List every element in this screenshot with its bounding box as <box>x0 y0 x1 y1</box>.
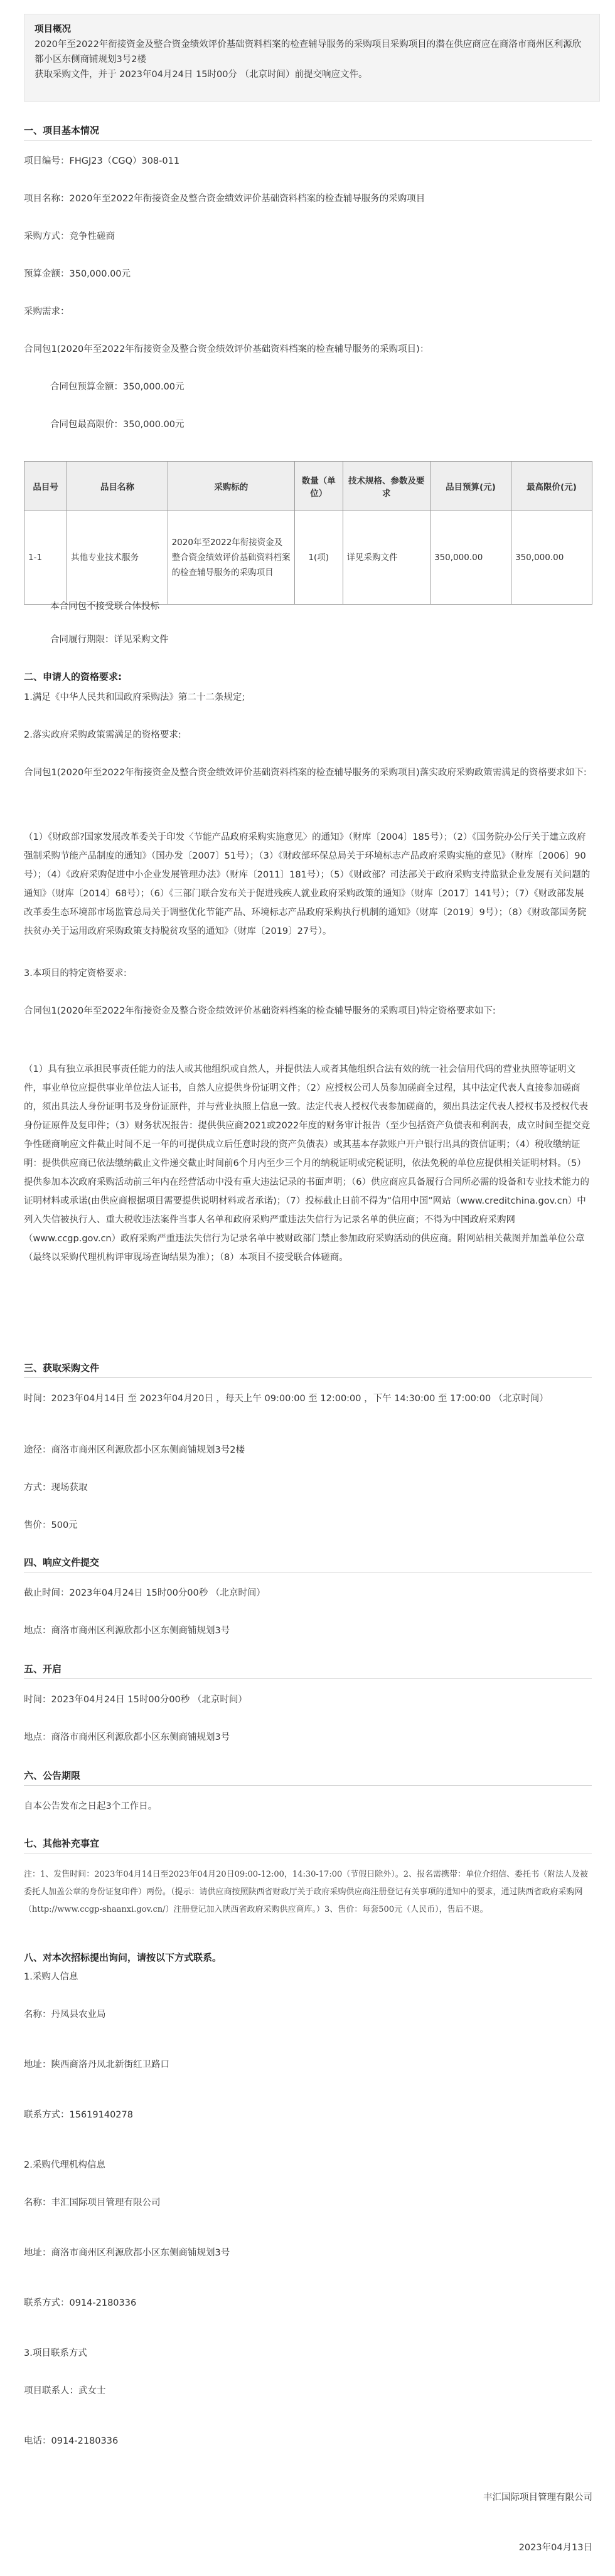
requirement-3-lot: 合同包1(2020年至2022年衔接资金及整合资金绩效评价基础资料档案的检查辅导服务的采购项目)特定资格要求如下: <box>24 1006 496 1016</box>
cell-item-no: 1-1 <box>24 511 67 605</box>
project-overview-box <box>24 14 600 102</box>
col-item-name: 品目名称 <box>67 462 168 511</box>
items-table-header <box>24 462 592 511</box>
acquire-way: 方式：现场获取 <box>24 1483 88 1493</box>
contact-person: 项目联系人：武女士 <box>24 2386 106 2396</box>
project-number: 项目编号：FHGJ23（CGQ）308-011 <box>24 156 180 166</box>
open-place: 地点：商洛市商州区利源欣都小区东侧商铺规划3号 <box>24 1732 230 1742</box>
requirement-3: 3.本项目的特定资格要求: <box>24 968 127 978</box>
project-name: 项目名称：2020年至2022年衔接资金及整合资金绩效评价基础资料档案的检查辅导服务的采购项目 <box>24 194 425 204</box>
requirement-2-lot: 合同包1(2020年至2022年衔接资金及整合资金绩效评价基础资料档案的检查辅导服务的采购项目)落实政府采购政策需满足的资格要求如下: <box>24 768 587 778</box>
col-spec: 技术规格、参数及要求 <box>343 462 430 511</box>
special-requirements: （1）具有独立承担民事责任能力的法人或其他组织或自然人，并提供法人或者其他组织合法有效的统一社会信用代码的营业执照等证明文件，事业单位应提供事业单位法人证书，自然人应提供身份证明文件；（2）应授权公司人员参加磋商全过程，其中法定代表人直接参加磋商的，须出具法人身份证明书及身份证原件，并与营业执照上信息一致。法定代表人授权代表参加磋商的，须出具法定代表人授权书及授权代表身份证原件及复印件；（3）财务状况报告：提供供应商2021或2022年度的财务审计报告（至少包括资产负债表和利润表，成立时间至提交竞争性磋商响应文件截止时间不足一年的可提供成立后任意时段的资产负债表）或其基本存款账户开户银行出具的资信证明；（4）税收缴纳证明：提供供应商已依法缴纳截止文件递交截止时间前6个月内至少三个月的纳税证明或完税证明，依法免税的单位应提供相关证明材料。（5）提供参加本次政府采购活动前三年内在经营活动中没有重大违法记录的书面声明；（6）供应商应具备履行合同所必需的设备和专业技术能力的证明材料或承诺(由供应商根据项目需要提供说明材料或者承诺)；（7）投标截止日前不得为“信用中国”网站（www.creditchina.gov.cn）中列入失信被执行人、重大税收违法案件当事人名单和政府采购严重违法失信行为记录名单的供应商；不得为中国政府采购网（www.ccgp.gov.cn）政府采购严重违法失信行为记录名单中被财政部门禁止参加政府采购活动的供应商。附网站相关截图并加盖单位公章（最终以采购代理机构评审现场查询结果为准）；（8）本项目不接受联合体磋商。 <box>24 1064 591 1263</box>
procurement-method: 采购方式：竞争性磋商 <box>24 231 115 241</box>
section-divider <box>24 1678 592 1679</box>
buyer-phone: 联系方式：15619140278 <box>24 2110 133 2120</box>
section-divider <box>24 1785 592 1786</box>
budget-amount: 预算金额：350,000.00元 <box>24 269 131 279</box>
cell-budget: 350,000.00 <box>430 511 511 605</box>
buyer-name: 名称：丹凤县农业局 <box>24 2010 106 2020</box>
col-budget: 品目预算(元) <box>430 462 511 511</box>
supplementary-notes: 注：1、发售时间：2023年04月14日至2023年04月20日09:00-12:00，14:30-17:00（节假日除外）。2、报名需携带：单位介绍信、委托书（附法人及被委托人加盖公章的身份证复印件）两份。（提示：请供应商按照陕西省财政厅关于政府采购供应商注册登记有关事项的通知中的要求，通过陕西省政府采购网（http://www.ccgp-shaanxi.gov.cn/）注册登记加入陕西省政府采购供应商库。）3、售价：每套500元（人民币），售后不退。 <box>24 1870 589 1914</box>
contact-phone: 电话：0914-2180336 <box>24 2436 119 2446</box>
overview-line-2: 获取采购文件，并于 2023年04月24日 15时00分 （北京时间）前提交响应文件。 <box>35 70 368 80</box>
agency-title: 2.采购代理机构信息 <box>24 2160 105 2170</box>
procurement-demand: 采购需求： <box>24 307 70 317</box>
submit-place: 地点：商洛市商州区利源欣都小区东侧商铺规划3号 <box>24 1626 230 1636</box>
buyer-address: 地址：陕西商洛丹凤北新街红卫路口 <box>24 2060 169 2070</box>
cell-subject: 2020年至2022年衔接资金及整合资金绩效评价基础资料档案的检查辅导服务的采购项目 <box>168 511 294 605</box>
overview-line-1: 2020年至2022年衔接资金及整合资金绩效评价基础资料档案的检查辅导服务的采购项目采购项目的潜在供应商应在商洛市商州区利源欣都小区东侧商铺规划3号2楼 <box>35 40 582 65</box>
no-consortium-note: 本合同包不接受联合体投标 <box>50 602 159 612</box>
open-time: 时间：2023年04月24日 15时00分00秒 （北京时间） <box>24 1695 247 1705</box>
table-row <box>24 511 592 605</box>
col-max-price: 最高限价(元) <box>511 462 592 511</box>
policy-requirements: （1）《财政部?国家发展改革委关于印发〈节能产品政府采购实施意见〉的通知》（财库〔2004〕185号）；（2）《国务院办公厅关于建立政府强制采购节能产品制度的通知》（国办发〔2007〕51号）；（3）《财政部环保总局关于环境标志产品政府采购实施的意见》（财库〔2006〕90号）；（4）《政府采购促进中小企业发展管理办法》（财库〔2011〕181号）；（5）《财政部？司法部关于政府采购支持监狱企业发展有关问题的通知》（财库〔2014〕68号）；（6）《三部门联合发布关于促进残疾人就业政府采购政策的通知》（财库〔2017〕141号）；（7）《财政部发展改革委生态环境部市场监管总局关于调整优化节能产品、环境标志产品政府采购执行机制的通知》（财库〔2019〕9号）；（8）《财政部国务院扶贫办关于运用政府采购政策支持脱贫攻坚的通知》（财库〔2019〕27号）。 <box>24 832 591 936</box>
requirement-2: 2.落实政府采购政策需满足的资格要求: <box>24 730 181 740</box>
items-table <box>24 461 592 605</box>
lot-budget: 合同包预算金额：350,000.00元 <box>50 382 184 392</box>
footer-date: 2023年04月13日 <box>518 2543 592 2553</box>
contract-period: 合同履行期限：详见采购文件 <box>50 635 169 645</box>
section-5-heading: 五、开启 <box>24 1663 62 1675</box>
agency-address: 地址：商洛市商州区利源欣都小区东侧商铺规划3号 <box>24 2248 230 2258</box>
col-subject: 采购标的 <box>168 462 294 511</box>
document-price: 售价：500元 <box>24 1520 78 1530</box>
agency-phone: 联系方式：0914-2180336 <box>24 2298 137 2308</box>
footer-organization: 丰汇国际项目管理有限公司 <box>483 2493 592 2503</box>
submit-deadline: 截止时间：2023年04月24日 15时00分00秒 （北京时间） <box>24 1588 265 1598</box>
requirement-1: 1.满足《中华人民共和国政府采购法》第二十二条规定; <box>24 692 245 702</box>
lot-max-price: 合同包最高限价：350,000.00元 <box>50 420 184 430</box>
overview-title: 项目概况 <box>35 24 71 34</box>
cell-max-price: 350,000.00 <box>511 511 592 605</box>
section-3-heading: 三、获取采购文件 <box>24 1362 100 1374</box>
buyer-title: 1.采购人信息 <box>24 1972 78 1982</box>
notice-period: 自本公告发布之日起3个工作日。 <box>24 1801 158 1811</box>
section-6-heading: 六、公告期限 <box>24 1770 81 1781</box>
col-quantity: 数量（单位） <box>294 462 343 511</box>
col-item-no: 品目号 <box>24 462 67 511</box>
cell-quantity: 1(项) <box>294 511 343 605</box>
acquire-route: 途径：商洛市商州区利源欣都小区东侧商铺规划3号2楼 <box>24 1445 245 1455</box>
section-1-heading: 一、项目基本情况 <box>24 125 100 136</box>
cell-item-name: 其他专业技术服务 <box>67 511 168 605</box>
contact-title: 3.项目联系方式 <box>24 2348 87 2358</box>
section-4-heading: 四、响应文件提交 <box>24 1557 100 1568</box>
lot-title: 合同包1(2020年至2022年衔接资金及整合资金绩效评价基础资料档案的检查辅导服务的采购项目)： <box>24 344 429 354</box>
section-divider <box>24 1377 592 1378</box>
agency-name: 名称：丰汇国际项目管理有限公司 <box>24 2198 161 2208</box>
section-7-heading: 七、其他补充事宜 <box>24 1838 100 1849</box>
cell-spec: 详见采购文件 <box>343 511 430 605</box>
section-8-heading: 八、对本次招标提出询问，请按以下方式联系。 <box>24 1952 222 1963</box>
section-2-heading: 二、申请人的资格要求: <box>24 671 122 682</box>
acquire-time: 时间：2023年04月14日 至 2023年04月20日 ，每天上午 09:00:00 至 12:00:00 ，下午 14:30:00 至 17:00:00 （北京时间） <box>24 1394 548 1404</box>
